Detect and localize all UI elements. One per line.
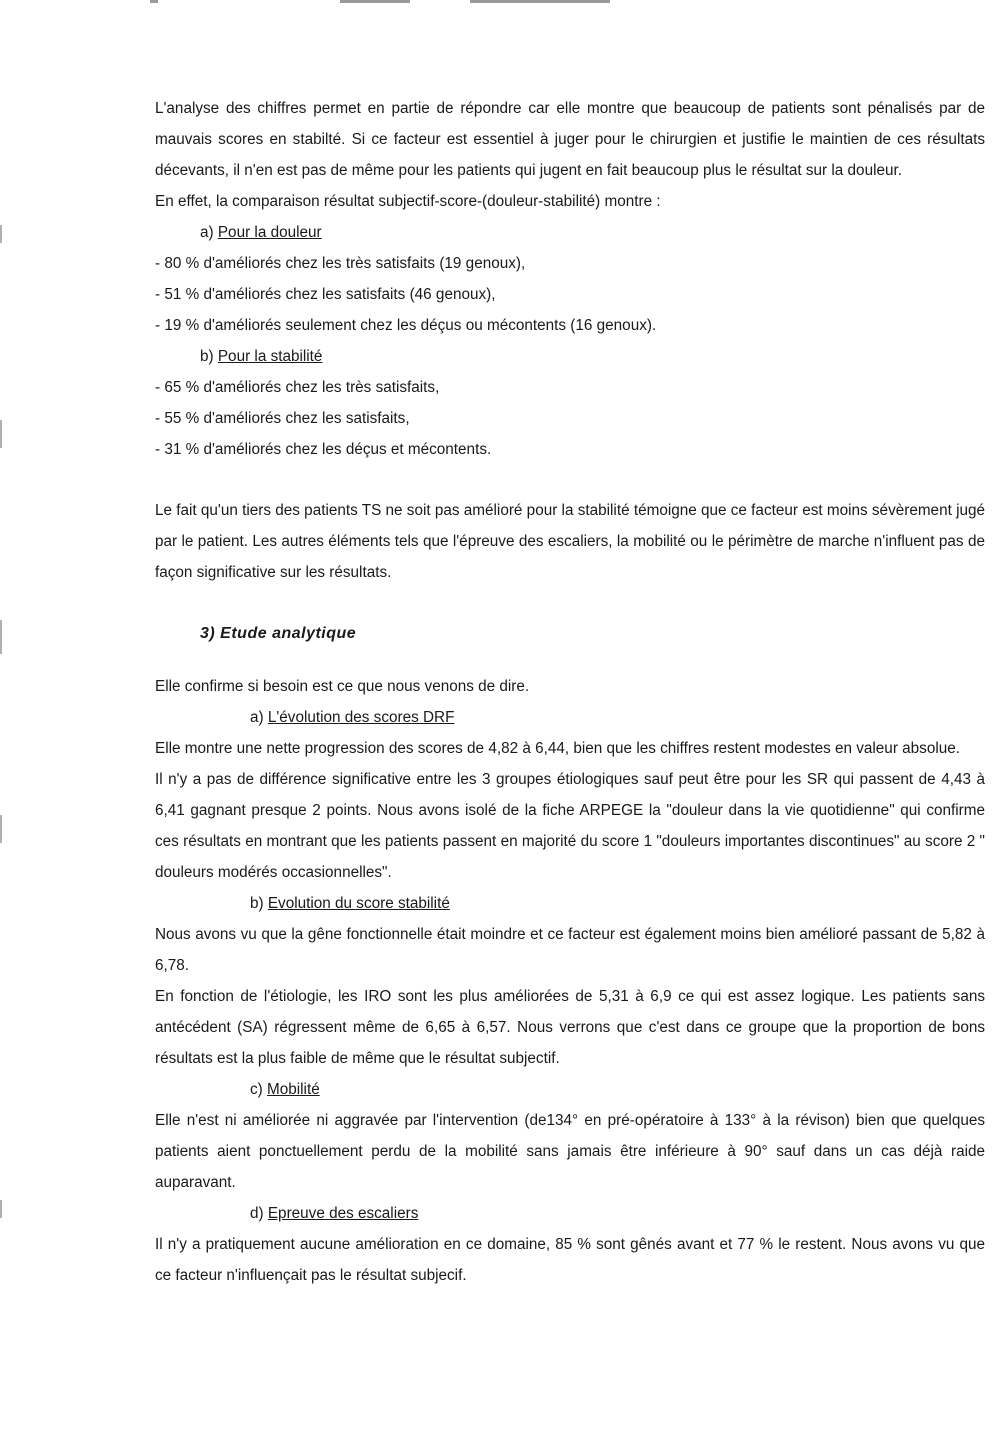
section-3c-heading: Mobilité [267, 1081, 320, 1098]
stabilite-subheading [200, 341, 985, 372]
section-3d-subheading [250, 1198, 985, 1229]
scan-edge-mark [0, 815, 2, 843]
intro-paragraph-2: En effet, la comparaison résultat subjectif-score-(douleur-stabilité) montre : [155, 193, 661, 210]
section-3b-paragraph-2: En fonction de l'étiologie, les IRO sont les plus améliorées de 5,31 à 6,9 ce qui est assez logique. Les patients sans antécédent (SA) régressent même de 6,65 à 6,57. Nous verrons que c'est dans ce groupe que la proportion de bons résultats est la plus faible de même que le résultat subjectif. [155, 988, 985, 1067]
section-3c-prefix: c) [250, 1081, 267, 1098]
stabilite-prefix: b) [200, 348, 218, 365]
stabilite-item-3: - 31 % d'améliorés chez les déçus et mécontents. [155, 441, 492, 458]
section-3a-heading: L'évolution des scores DRF [267, 709, 455, 726]
douleur-prefix: a) [200, 224, 218, 241]
stabilite-item-2: - 55 % d'améliorés chez les satisfaits, [155, 410, 410, 427]
douleur-item-2: - 51 % d'améliorés chez les satisfaits (46 genoux), [155, 286, 496, 303]
douleur-item-3: - 19 % d'améliorés seulement chez les déçus ou mécontents (16 genoux). [155, 317, 657, 334]
section-3a-paragraph-2: Il n'y a pas de différence significative entre les 3 groupes étiologiques sauf peut être pour les SR qui passent de 4,43 à 6,41 gagnant presque 2 points. Nous avons isolé de la fiche ARPEGE la "douleur dans la vie quotidienne" qui confirme ces résultats en montrant que les patients passent en majorité du score 1 "douleurs importantes discontinues" au score 2 " douleurs modérés occasionnelles". [155, 771, 985, 881]
section-3-intro: Elle confirme si besoin est ce que nous venons de dire. [155, 678, 530, 695]
douleur-heading: Pour la douleur [217, 224, 322, 241]
section-3b-prefix: b) [250, 895, 268, 912]
scan-edge-mark [0, 225, 2, 243]
scan-edge-mark [0, 620, 2, 654]
section-3d-heading: Epreuve des escaliers [267, 1205, 419, 1222]
section-3a-prefix: a) [250, 709, 268, 726]
stabilite-heading: Pour la stabilité [217, 348, 323, 365]
scan-edge-mark [0, 420, 2, 448]
section-3c-subheading [250, 1074, 985, 1105]
section-3b-paragraph-1: Nous avons vu que la gêne fonctionnelle était moindre et ce facteur est également moins bien amélioré passant de 5,82 à 6,78. [155, 926, 985, 974]
section-3c-paragraph-1: Elle n'est ni améliorée ni aggravée par l'intervention (de134° en pré-opératoire à 133° à la révison) bien que quelques patients aient ponctuellement perdu de la mobilité sans jamais être inférieure à 90° sauf dans un cas déjà raide auparavant. [155, 1112, 985, 1191]
douleur-subheading [200, 217, 985, 248]
section-3a-paragraph-1: Elle montre une nette progression des scores de 4,82 à 6,44, bien que les chiffres restent modestes en valeur absolue. [155, 740, 960, 757]
scan-edge-mark [0, 1200, 2, 1218]
section-3-heading: 3) Etude analytique [200, 625, 357, 642]
scan-artifact-top [150, 0, 610, 6]
stabilite-item-1: - 65 % d'améliorés chez les très satisfaits, [155, 379, 440, 396]
section-3a-subheading [250, 702, 985, 733]
document-body [155, 93, 985, 1291]
douleur-item-1: - 80 % d'améliorés chez les très satisfaits (19 genoux), [155, 255, 526, 272]
section-3b-subheading [250, 888, 985, 919]
section-3d-prefix: d) [250, 1205, 268, 1222]
conclusion-paragraph: Le fait qu'un tiers des patients TS ne soit pas amélioré pour la stabilité témoigne que ce facteur est moins sévèrement jugé par le patient. Les autres éléments tels que l'épreuve des escaliers, la mobilité ou le périmètre de marche n'influent pas de façon significative sur les résultats. [155, 502, 985, 581]
section-3d-paragraph-1: Il n'y a pratiquement aucune amélioration en ce domaine, 85 % sont gênés avant et 77 % le restent. Nous avons vu que ce facteur n'influençait pas le résultat subjecif. [155, 1236, 985, 1284]
intro-paragraph-1: L'analyse des chiffres permet en partie de répondre car elle montre que beaucoup de patients sont pénalisés par de mauvais scores en stabilté. Si ce facteur est essentiel à juger pour le chirurgien et justifie le maintien de ces résultats décevants, il n'en est pas de même pour les patients qui jugent en fait beaucoup plus le résultat sur la douleur. [155, 100, 985, 179]
section-3b-heading: Evolution du score stabilité [267, 895, 450, 912]
